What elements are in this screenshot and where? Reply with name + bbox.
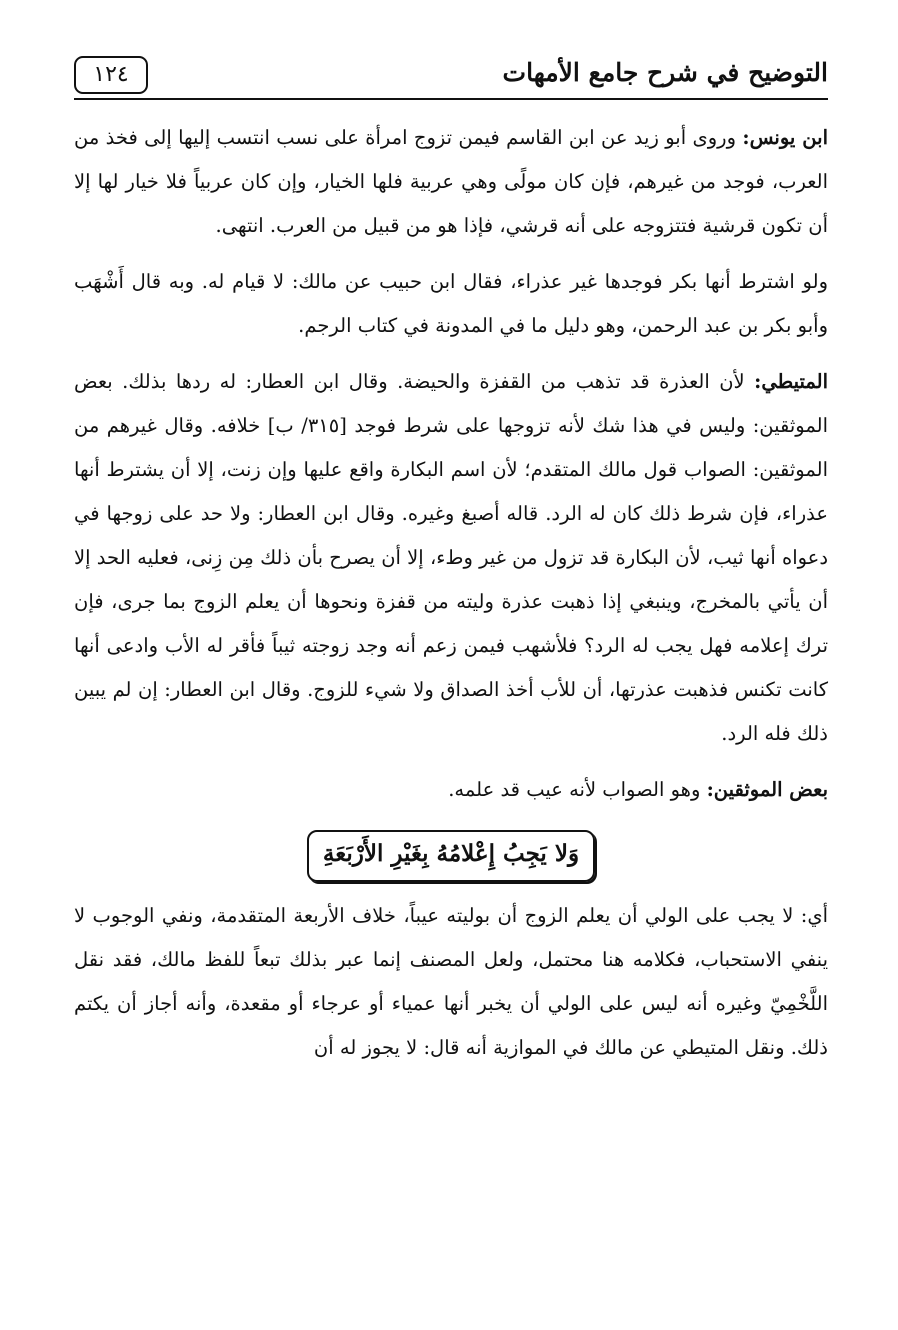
paragraph-text: أي: لا يجب على الولي أن يعلم الزوج أن بوليته عيباً، خلاف الأربعة المتقدمة، ونفي الوجوب لا ينفي الاستحباب، فكلامه هنا محتمل، ولعل المصنف إنما عبر بذلك تبعاً للفظ مالك، فقد نقل اللَّخْمِيّ وغيره أنه ليس على الولي أن يخبر أنها عمياء أو عرجاء أو مقعدة، وأنه أجاز أن يكتم ذلك. ونقل المتيطي عن مالك في الموازية أنه قال: لا يجوز له أن (74, 904, 828, 1059)
paragraph-text: لأن العذرة قد تذهب من القفزة والحيضة. وقال ابن العطار: له ردها بذلك. بعض الموثقين: وليس في هذا شك لأنه تزوجها على شرط فوجد [٣١٥/ ب] خلافه. وقال غيرهم من الموثقين: الصواب قول مالك المتقدم؛ لأن اسم البكارة واقع عليها وإن زنت، إلا أن يشترط أنها عذراء، فإن شرط ذلك كان له الرد. قاله أصبغ وغيره. وقال ابن العطار: ولا حد على زوجها في دعواه أنها ثيب، لأن البكارة قد تزول من غير وطء، إلا أن يصرح بأن ذلك مِن زِنى، فعليه الحد إلا أن يأتي بالمخرج، وينبغي إذا ذهبت عذرة وليته من قفزة ونحوها أن يعلم الزوج بما جرى، فإن ترك إعلامه فهل يجب له الرد؟ فلأشهب فيمن زعم أنه وجد زوجته ثيباً فأقر له الأب وادعى أنها كانت تكنس فذهبت عذرتها، أن للأب أخذ الصداق ولا شيء للزوج. وقال ابن العطار: إن لم يبين ذلك فله الرد. (74, 370, 829, 745)
paragraph-some-notaries (74, 768, 828, 812)
page-number: ١٢٤ (74, 56, 148, 94)
section-heading: وَلا يَجِبُ إِعْلامُهُ بِغَيْرِ الأَرْبَعَةِ (307, 830, 595, 882)
paragraph-ibn-yunus (74, 116, 828, 248)
speaker-label: ابن يونس: (742, 126, 828, 149)
speaker-label: المتيطي: (754, 370, 828, 393)
speaker-label: بعض الموثقين: (706, 778, 828, 801)
running-title: التوضيح في شرح جامع الأمهات (502, 58, 828, 87)
paragraph-commentary (74, 894, 828, 1070)
paragraph-text: ولو اشترط أنها بكر فوجدها غير عذراء، فقال ابن حبيب عن مالك: لا قيام له. وبه قال أَشْهَب وأبو بكر بن عبد الرحمن، وهو دليل ما في المدونة في كتاب الرجم. (74, 270, 828, 337)
paragraph-mutaiti (74, 360, 828, 756)
document-page (74, 52, 828, 1070)
paragraph-text: وروى أبو زيد عن ابن القاسم فيمن تزوج امرأة على نسب انتسب إليها إلى فخذ من العرب، فوجد من غيرهم، فإن كان مولًى وهي عربية فلها الخيار، وإن كان عربياً فلا خيار لها إلا أن تكون قرشية فتتزوجه على أنه قرشي، فإذا هو من قبيل من العرب. انتهى. (74, 126, 828, 237)
page-header (74, 52, 828, 100)
page-content (74, 116, 828, 1070)
section-heading-wrap (74, 830, 828, 882)
paragraph-virgin-condition (74, 260, 828, 348)
paragraph-text: وهو الصواب لأنه عيب قد علمه. (448, 778, 707, 801)
